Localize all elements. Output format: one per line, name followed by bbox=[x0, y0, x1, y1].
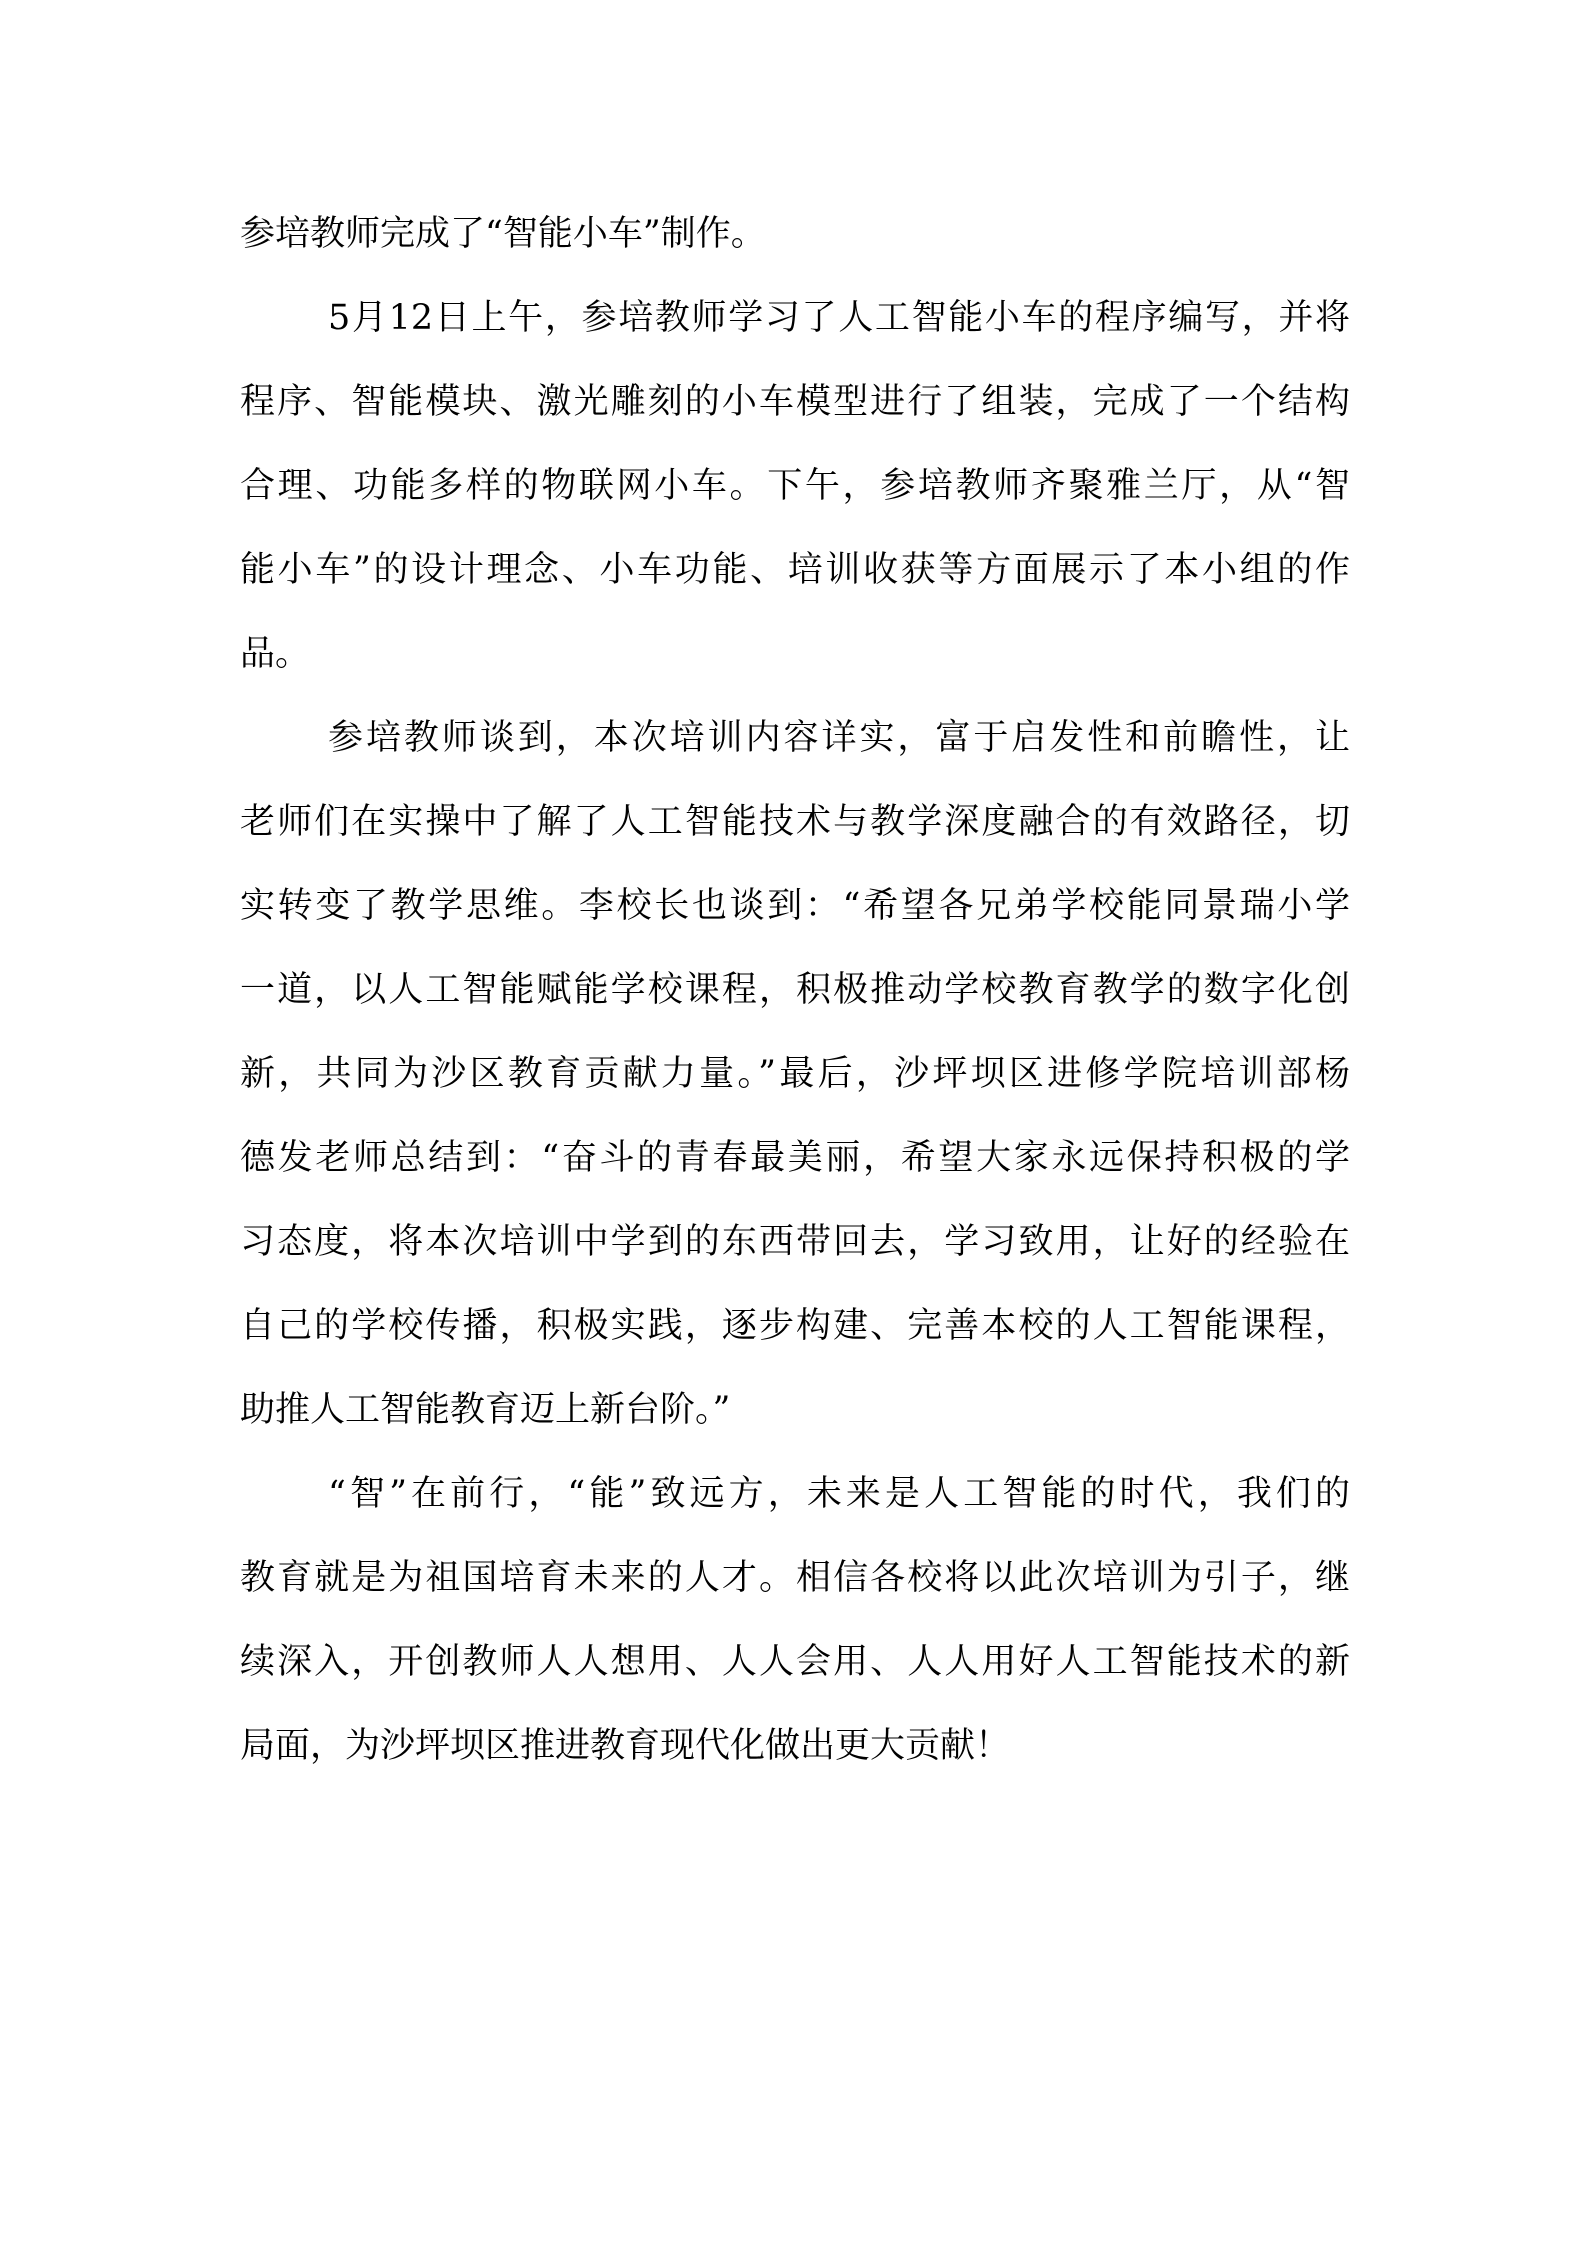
paragraph-4 bbox=[240, 1452, 1350, 1788]
text-line: 一道，以人工智能赋能学校课程，积极推动学校教育教学的数字化创 bbox=[240, 970, 1350, 1010]
text-line: 助推人工智能教育迈上新台阶。” bbox=[240, 1390, 731, 1430]
text-line: 自己的学校传播，积极实践，逐步构建、完善本校的人工智能课程， bbox=[240, 1306, 1350, 1346]
paragraph-3 bbox=[240, 696, 1350, 1452]
text-line: 参培教师谈到，本次培训内容详实，富于启发性和前瞻性，让 bbox=[328, 718, 1350, 758]
text-line: 程序、智能模块、激光雕刻的小车模型进行了组装，完成了一个结构 bbox=[240, 382, 1350, 422]
paragraph-1 bbox=[240, 192, 1350, 276]
text-line: 合理、功能多样的物联网小车。下午，参培教师齐聚雅兰厅，从“智 bbox=[240, 466, 1350, 506]
paragraph-2 bbox=[240, 276, 1350, 696]
text-line: 品。 bbox=[240, 634, 311, 674]
text-line: “智”在前行，“能”致远方，未来是人工智能的时代，我们的 bbox=[328, 1474, 1350, 1514]
text-line: 局面，为沙坪坝区推进教育现代化做出更大贡献！ bbox=[240, 1726, 1011, 1766]
text-line: 实转变了教学思维。李校长也谈到：“希望各兄弟学校能同景瑞小学 bbox=[240, 886, 1350, 926]
text-line: 参培教师完成了“智能小车”制作。 bbox=[240, 214, 766, 254]
text-line: 德发老师总结到：“奋斗的青春最美丽，希望大家永远保持积极的学 bbox=[240, 1138, 1350, 1178]
text-line: 新，共同为沙区教育贡献力量。”最后，沙坪坝区进修学院培训部杨 bbox=[240, 1054, 1350, 1094]
text-line: 5月12日上午，参培教师学习了人工智能小车的程序编写，并将 bbox=[328, 298, 1350, 338]
text-line: 习态度，将本次培训中学到的东西带回去，学习致用，让好的经验在 bbox=[240, 1222, 1350, 1262]
body-text bbox=[240, 192, 1350, 1788]
text-line: 老师们在实操中了解了人工智能技术与教学深度融合的有效路径，切 bbox=[240, 802, 1350, 842]
text-line: 教育就是为祖国培育未来的人才。相信各校将以此次培训为引子，继 bbox=[240, 1558, 1350, 1598]
text-line: 能小车”的设计理念、小车功能、培训收获等方面展示了本小组的作 bbox=[240, 550, 1350, 590]
text-line: 续深入，开创教师人人想用、人人会用、人人用好人工智能技术的新 bbox=[240, 1642, 1350, 1682]
